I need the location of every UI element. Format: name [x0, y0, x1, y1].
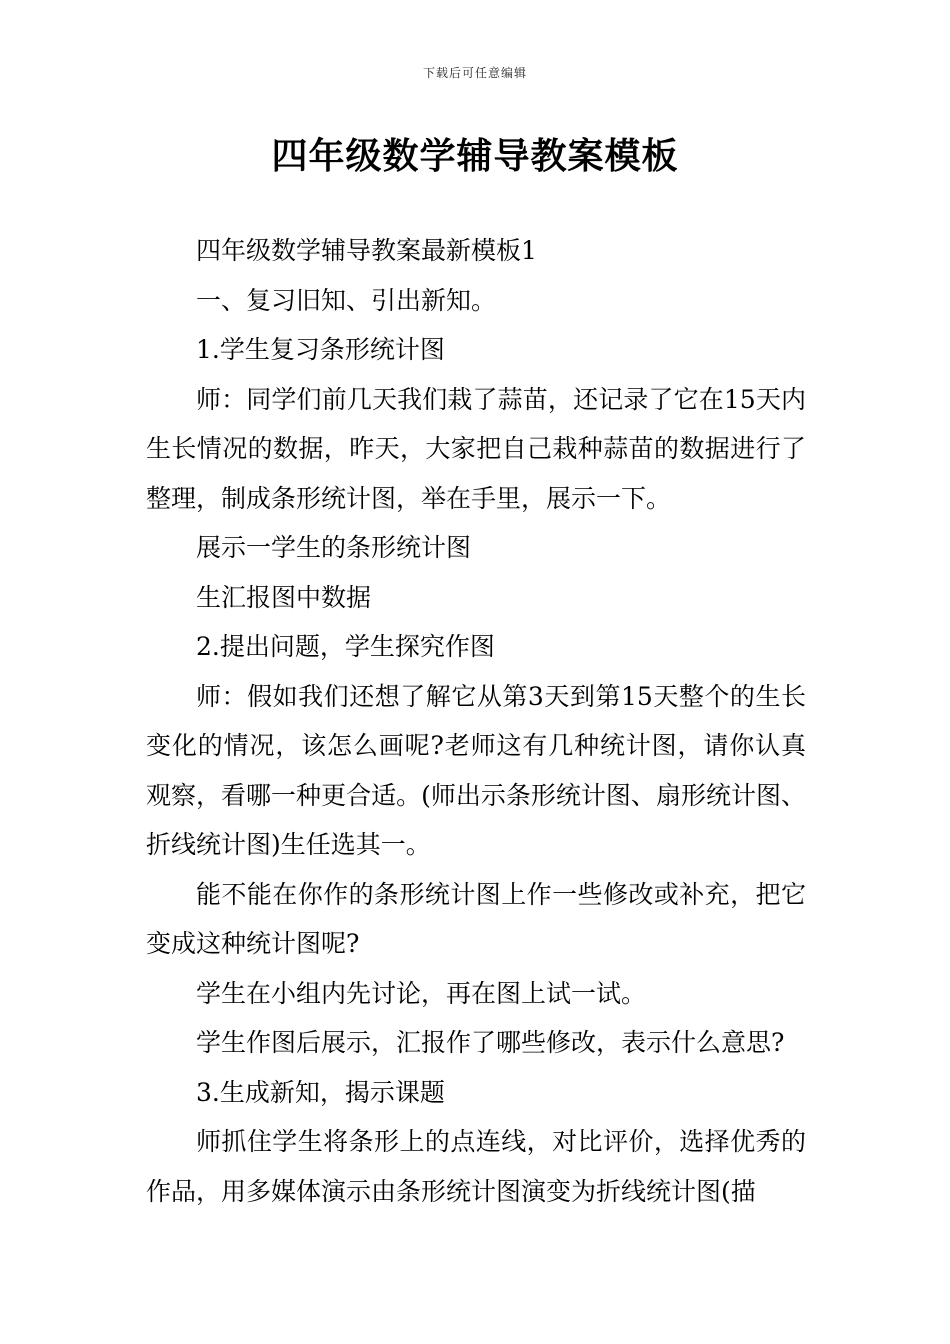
- paragraph: 3.生成新知，揭示课题: [196, 1077, 445, 1107]
- paragraph: 学生在小组内先讨论，再在图上试一试。: [196, 978, 647, 1008]
- paragraph: 展示一学生的条形统计图: [196, 533, 472, 562]
- header-note: 下载后可任意编辑: [422, 66, 527, 80]
- paragraph: 师抓住学生将条形上的点连线，对比评价，选择优秀的作品，用多媒体演示由条形统计图演变为折线统计图(描: [146, 1127, 806, 1206]
- document-title: 四年级数学辅导教案模板: [271, 135, 679, 177]
- paragraph: 生汇报图中数据: [196, 582, 372, 612]
- paragraph: 一、复习旧知、引出新知。: [196, 285, 497, 315]
- paragraph: 2.提出问题，学生探究作图: [196, 632, 495, 661]
- paragraph: 师：同学们前几天我们栽了蒜苗，还记录了它在15天内生长情况的数据，昨天，大家把自己栽种蒜苗的数据进行了整理，制成条形统计图，举在手里，展示一下。: [146, 384, 806, 513]
- paragraph: 1.学生复习条形统计图: [196, 335, 445, 364]
- paragraph: 能不能在你作的条形统计图上作一些修改或补充，把它变成这种统计图呢?: [146, 879, 806, 958]
- document-body: [146, 226, 806, 1216]
- paragraph: 四年级数学辅导教案最新模板1: [196, 236, 537, 265]
- paragraph: 学生作图后展示，汇报作了哪些修改，表示什么意思?: [196, 1028, 785, 1057]
- paragraph: 师：假如我们还想了解它从第3天到第15天整个的生长变化的情况，该怎么画呢?老师这有几种统计图，请你认真观察，看哪一种更合适。(师出示条形统计图、扇形统计图、折线统计图)生任选其一。: [146, 681, 806, 859]
